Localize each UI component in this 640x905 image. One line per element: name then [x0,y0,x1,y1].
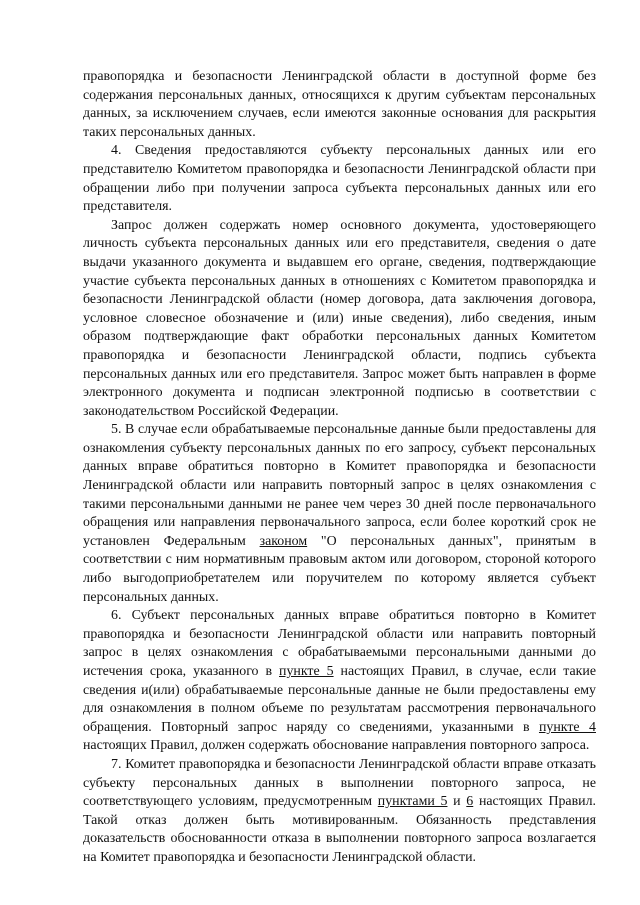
paragraph-4: 4. Сведения предоставляются субъекту персональных данных или его представителю Комитетом правопорядка и безопасности Ленинградской области при обращении либо при получении запроса субъекта персональных данных или его представителя. [83,143,596,215]
document-page [83,68,596,868]
paragraph-6 [83,607,596,756]
clause-4-link[interactable]: пункте 4 [538,719,596,735]
paragraph-6-text-a: 6. Субъект персональных данных вправе обратиться повторно в Комитет правопорядка и безопасности Ленинградской области или направить повторный запрос в целях ознакомления с обрабатываемыми персональными данными до истечения срока, указанного в [83,608,596,679]
paragraph-4-request: Запрос должен содержать номер основного документа, удостоверяющего личность субъекта персональных данных или его представителя, сведения о дате выдачи указанного документа и выдавшем его органе, сведения, подтверждающие участие субъекта персональных данных в отношениях с Комитетом правопорядка и безопасности Ленинградской области (номер договора, дата заключения договора, условное словесное обозначение и (или) иные сведения), либо сведения, иным образом подтверждающие факт обработки персональных данных Комитетом правопорядка и безопасности Ленинградской области, подпись субъекта персональных данных или его представителя. Запрос может быть направлен в форме электронного документа и подписан электронной подписью в соответствии с законодательством Российской Федерации. [83,217,596,419]
paragraph-7-text-a: 7. Комитет правопорядка и безопасности Ленинградской области вправе отказать субъекту персональных данных в выполнении повторного запроса, не соответствующего условиям, предусмотренным [83,756,596,810]
paragraph-7-text-mid: и [447,794,467,810]
paragraph-6-text-b: настоящих Правил, в случае, если такие сведения и(или) обрабатываемые персональные данные не были предоставлены ему для ознакомления в полном объеме по результатам рассмотрения первоначального обращения. Повторный запрос наряду со сведениями, указанными в [83,664,596,735]
paragraph-6-text-c: настоящих Правил, должен содержать обоснование направления повторного запроса. [83,738,590,754]
clauses-5-link[interactable]: пунктами 5 [377,794,448,810]
law-link[interactable]: законом [259,533,308,549]
clause-5-link[interactable]: пункте 5 [279,664,334,679]
paragraph-7 [83,756,596,868]
paragraph-5-text-a: 5. В случае если обрабатываемые персональные данные были предоставлены для ознакомления субъекту персональных данных по его запросу, субъект персональных данных вправе обратиться повторно в Комитет правопорядка и безопасности Ленинградской области или направить повторный запрос в целях ознакомления с такими персональными данными не ранее чем через 30 дней после первоначального обращения или направления первоначального запроса, если более короткий срок не установлен Федеральным [83,422,596,549]
paragraph-5 [83,421,596,607]
clause-6-link[interactable]: 6 [466,794,474,810]
paragraph-continued: правопорядка и безопасности Ленинградской области в доступной форме без содержания персональных данных, относящихся к другим субъектам персональных данных, за исключением случаев, если имеются законные основания для раскрытия таких персональных данных. [83,69,596,140]
paragraph-7-text-b: настоящих Правил. Такой отказ должен быть мотивированным. Обязанность представления доказательств обоснованности отказа в выполнении повторного запроса возлагается на Комитет правопорядка и безопасности Ленинградской области. [83,794,596,865]
paragraph-5-text-b: "О персональных данных", принятым в соответствии с ним нормативным правовым актом или договором, стороной которого либо выгодоприобретателем или поручителем по которому является субъект персональных данных. [83,533,597,605]
